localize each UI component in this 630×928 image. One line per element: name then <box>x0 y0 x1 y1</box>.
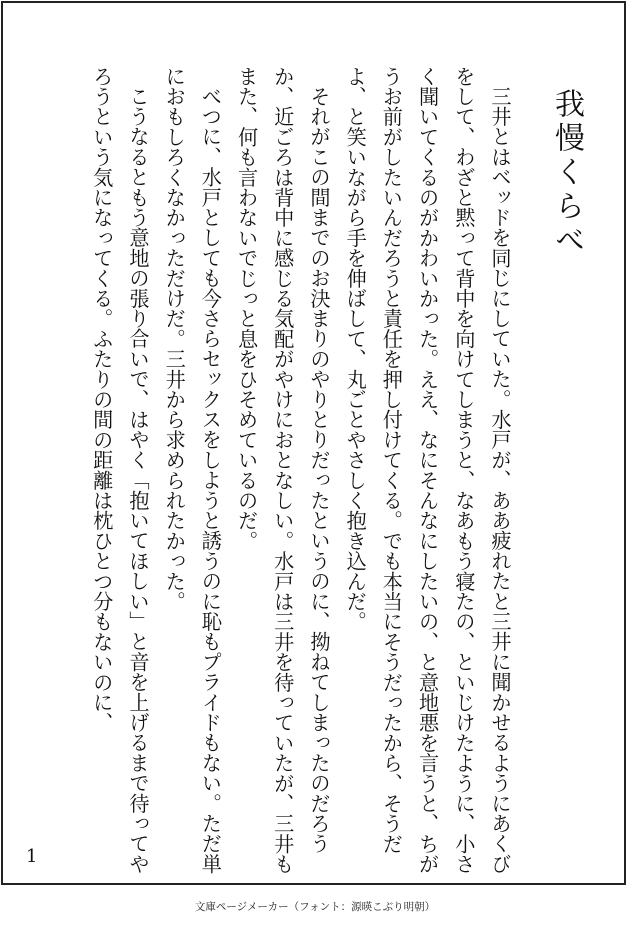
paragraph-2: それがこの間までのお決まりのやりとりだったというのに、拗ねてしまったのだろうか、近ごろは背中に感じる気配がやけにおとなしい。水戸は三井を待っていたが、三井もまた、何も言わないでじっと息をひそめているのだ。 <box>234 66 331 874</box>
paragraph-3: べつに、水戸としても今さらセックスをしようと誘うのに恥もプライドもない。ただ単におもしろくなかっただけだ。三井から求められたかった。 <box>162 66 223 874</box>
story-title: 我慢くらべ <box>549 88 584 258</box>
paragraph-1: 三井とはベッドを同じにしていた。水戸が、ああ疲れたと三井に聞かせるようにあくびをして、わざと黙って背中を向けてしまうと、なあもう寝たの、といじけたように、小さく聞いてくるのがかわいかった。ええ、なにそんなにしたいの、と意地悪を言うと、ちがうお前がしたいんだろうと責任を押し付けてくる。でも本当にそうだったから、そうだよ、と笑いながら手を伸ばして、丸ごとやさしく抱き込んだ。 <box>343 66 512 874</box>
body-text <box>84 66 518 876</box>
page-number: 1 <box>26 846 38 867</box>
footer-credit: 文庫ページメーカー（フォント：源暎こぶり明朝） <box>194 901 436 913</box>
paragraph-4: こうなるともう意地の張り合いで、はやく「抱いてほしい」と音を上げるまで待ってやろうという気になってくる。ふたりの間の距離は枕ひとつ分もないのに、 <box>89 66 150 874</box>
